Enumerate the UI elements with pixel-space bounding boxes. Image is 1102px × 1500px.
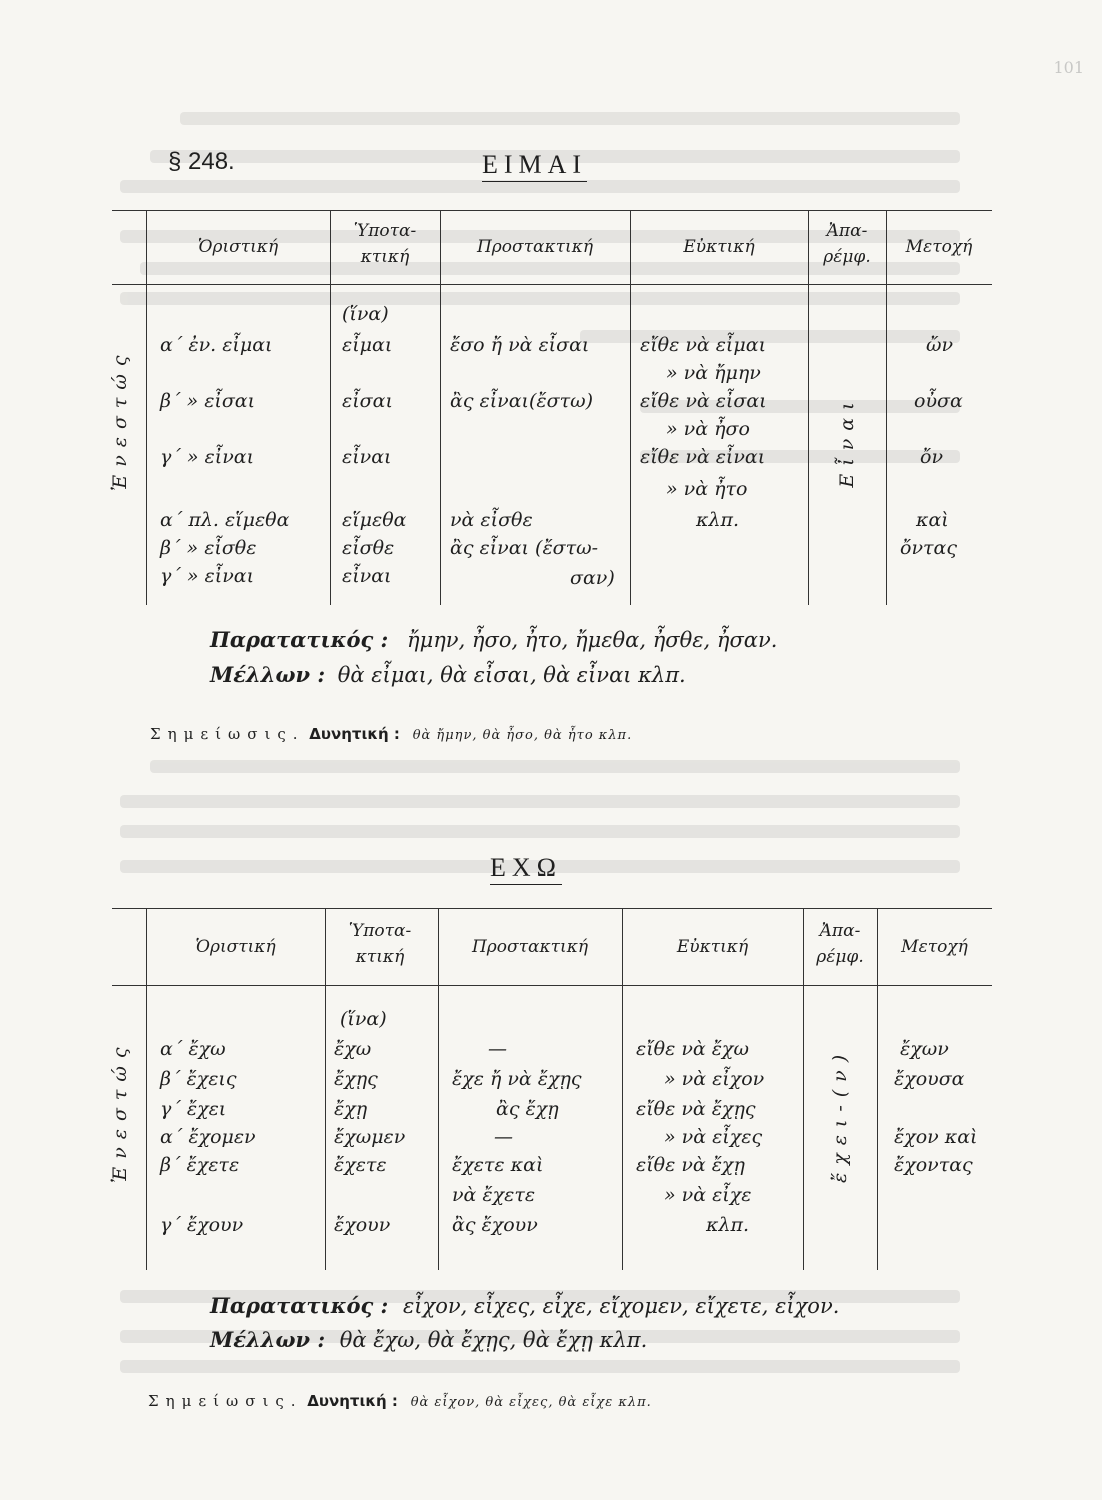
cell-oristiki: β΄ ἔχεις — [160, 1068, 237, 1090]
cell-prostaktiki: ἔχε ἤ νὰ ἔχῃς — [452, 1068, 582, 1090]
table2-col-divider — [325, 908, 326, 1270]
tense-label-enestos: Ἐνεστώς — [109, 347, 131, 491]
cell-ypotaktiki: ἔχῃ — [334, 1098, 368, 1120]
cell-eyktiki: » νὰ ἤμην — [666, 362, 761, 384]
cell-oristiki: γ΄ ἔχουν — [160, 1214, 244, 1236]
cell-metochi: ὤν — [926, 334, 954, 356]
future-label: Μέλλων : — [210, 662, 326, 687]
imperfect-label: Παρατατικός : — [210, 627, 389, 652]
imperfect-forms: ἤμην, ἦσο, ἦτο, ἤμεθα, ἦσθε, ἦσαν. — [407, 628, 778, 652]
cell-ypotaktiki: ἔχουν — [334, 1214, 391, 1236]
cell-prostaktiki: ἔχετε καὶ — [452, 1154, 544, 1176]
imperfect-line-eimai — [210, 627, 777, 652]
note-line-eimai — [150, 725, 632, 743]
imperfect-label: Παρατατικός : — [210, 1293, 389, 1318]
cell-prostaktiki: ἂς εἶναι(ἔστω) — [450, 390, 593, 412]
cell-eyktiki: εἴθε νὰ εἶσαι — [640, 390, 767, 412]
imperfect-line-echo — [210, 1293, 839, 1318]
header-eyktiki: Εὐκτική — [676, 937, 749, 957]
cell-eyktiki: εἴθε νὰ ἔχῃ — [636, 1154, 745, 1176]
section-number: § 248. — [168, 148, 235, 175]
cell-metochi: οὖσα — [914, 390, 963, 412]
verb-title-echo: ΕΧΩ — [490, 853, 562, 885]
header-ypotaktiki: Ὑποτα-κτική — [353, 221, 417, 267]
table2-col-divider — [877, 908, 878, 1270]
cell-oristiki: α΄ πλ. εἵμεθα — [160, 509, 290, 531]
cell-oristiki: α΄ ἐν. εἶμαι — [160, 334, 273, 356]
cell-eyktiki: εἴθε νὰ ἔχῃς — [636, 1098, 756, 1120]
header-oristiki: Ὁριστική — [197, 237, 279, 257]
cell-oristiki: α΄ ἔχομεν — [160, 1126, 256, 1148]
table2-col-divider — [438, 908, 439, 1270]
header-eyktiki: Εὐκτική — [683, 237, 755, 257]
cell-ypotaktiki: (ἵνα) — [340, 1008, 387, 1030]
cell-ypotaktiki: ἔχῃς — [334, 1068, 378, 1090]
note-text: θὰ ἤμην, θὰ ἦσο, θὰ ἦτο κλπ. — [412, 728, 633, 743]
cell-eyktiki: » νὰ ἦτο — [666, 478, 748, 500]
table2-top-rule — [112, 908, 992, 909]
cell-metochi: ἔχουσα — [894, 1068, 965, 1090]
cell-oristiki: β΄ » εἶσθε — [160, 537, 257, 559]
cell-eyktiki: » νὰ εἶχες — [664, 1126, 763, 1148]
cell-prostaktiki: νὰ εἶσθε — [450, 509, 533, 531]
header-prostaktiki: Προστακτική — [471, 937, 589, 957]
cell-prostaktiki: σαν) — [570, 567, 615, 589]
cell-oristiki: γ΄ » εἶναι — [160, 565, 255, 587]
table1-col-divider — [808, 210, 809, 605]
cell-eyktiki: » νὰ εἶχον — [664, 1068, 765, 1090]
cell-ypotaktiki: ἔχω — [334, 1038, 372, 1060]
cell-prostaktiki: ἂς ἔχουν — [452, 1214, 538, 1236]
table1-top-rule — [112, 210, 992, 211]
cell-ypotaktiki: εἶναι — [342, 446, 392, 468]
cell-oristiki: β΄ » εἶσαι — [160, 390, 256, 412]
tense-label-enestos: Ἐνεστώς — [109, 1039, 131, 1183]
header-metochi: Μετοχή — [905, 237, 973, 257]
future-line-eimai — [210, 662, 686, 687]
cell-prostaktiki: — — [488, 1038, 507, 1060]
cell-prostaktiki: νὰ ἔχετε — [452, 1184, 536, 1206]
infinitive-vertical: ἔχει-(ν) — [829, 1046, 851, 1183]
cell-ypotaktiki: εἶσθε — [342, 537, 395, 559]
header-aparemfato: Ἀπα-ρέμφ. — [823, 221, 871, 267]
cell-metochi: ὄντας — [900, 537, 957, 559]
future-line-echo — [210, 1327, 647, 1352]
cell-oristiki: α΄ ἔχω — [160, 1038, 226, 1060]
cell-metochi: ἔχον καὶ — [894, 1126, 978, 1148]
header-ypotaktiki: Ὑποτα-κτική — [348, 921, 412, 967]
cell-ypotaktiki: εἶμαι — [342, 334, 393, 356]
cell-metochi: ἔχοντας — [894, 1154, 973, 1176]
cell-oristiki: β΄ ἔχετε — [160, 1154, 240, 1176]
cell-metochi: ὄν — [920, 446, 943, 468]
note-line-echo — [148, 1392, 652, 1410]
note-term: Δυνητική : — [309, 725, 400, 743]
cell-eyktiki: » νὰ ἦσο — [666, 418, 750, 440]
cell-eyktiki: κλπ. — [706, 1214, 750, 1236]
cell-prostaktiki: ἂς εἶναι (ἔστω- — [450, 537, 599, 559]
cell-eyktiki: εἴθε νὰ ἔχω — [636, 1038, 749, 1060]
cell-ypotaktiki: ἔχωμεν — [334, 1126, 406, 1148]
future-forms: θὰ ἔχω, θὰ ἔχῃς, θὰ ἔχῃ κλπ. — [339, 1328, 648, 1352]
table2-header-rule — [112, 985, 992, 986]
cell-eyktiki: εἴθε νὰ εἶναι — [640, 446, 766, 468]
page-number: 101 — [1053, 58, 1084, 77]
infinitive-vertical: Εἶναι — [836, 394, 858, 488]
cell-prostaktiki: — — [494, 1126, 513, 1148]
cell-metochi: καὶ — [916, 509, 949, 531]
header-metochi: Μετοχή — [901, 937, 968, 957]
cell-eyktiki: » νὰ εἶχε — [664, 1184, 752, 1206]
cell-ypotaktiki: ἔχετε — [334, 1154, 387, 1176]
note-label: Σημείωσις. — [148, 1392, 303, 1410]
cell-prostaktiki: ἔσο ἤ νὰ εἶσαι — [450, 334, 590, 356]
table1-col-divider — [146, 210, 147, 605]
cell-oristiki: γ΄ ἔχει — [160, 1098, 227, 1120]
table1-header-rule — [112, 284, 992, 285]
table1-col-divider — [886, 210, 887, 605]
table1-col-divider — [330, 210, 331, 605]
table2-col-divider — [803, 908, 804, 1270]
note-text: θὰ εἶχον, θὰ εἶχες, θὰ εἶχε κλπ. — [410, 1395, 652, 1410]
future-forms: θὰ εἶμαι, θὰ εἶσαι, θὰ εἶναι κλπ. — [337, 663, 686, 687]
cell-oristiki: γ΄ » εἶναι — [160, 446, 255, 468]
note-term: Δυνητική : — [307, 1392, 398, 1410]
cell-eyktiki: κλπ. — [696, 509, 740, 531]
cell-metochi: ἔχων — [900, 1038, 949, 1060]
cell-prostaktiki: ἂς ἔχῃ — [496, 1098, 559, 1120]
header-oristiki: Ὁριστική — [195, 937, 276, 957]
table2-col-divider — [146, 908, 147, 1270]
verb-title-eimai: ΕΙΜΑΙ — [482, 150, 587, 182]
cell-ypotaktiki: εἵμεθα — [342, 509, 407, 531]
table1-col-divider — [440, 210, 441, 605]
cell-ypotaktiki: (ἵνα) — [342, 303, 389, 325]
cell-eyktiki: εἴθε νὰ εἶμαι — [640, 334, 767, 356]
header-prostaktiki: Προστακτική — [476, 237, 594, 257]
note-label: Σημείωσις. — [150, 725, 305, 743]
table1-col-divider — [630, 210, 631, 605]
cell-ypotaktiki: εἶσαι — [342, 390, 393, 412]
table2-col-divider — [622, 908, 623, 1270]
header-aparemfato: Ἀπα-ρέμφ. — [816, 921, 864, 967]
future-label: Μέλλων : — [210, 1327, 326, 1352]
cell-ypotaktiki: εἶναι — [342, 565, 392, 587]
imperfect-forms: εἶχον, εἶχες, εἶχε, εἴχομεν, εἴχετε, εἶχον. — [403, 1294, 840, 1318]
